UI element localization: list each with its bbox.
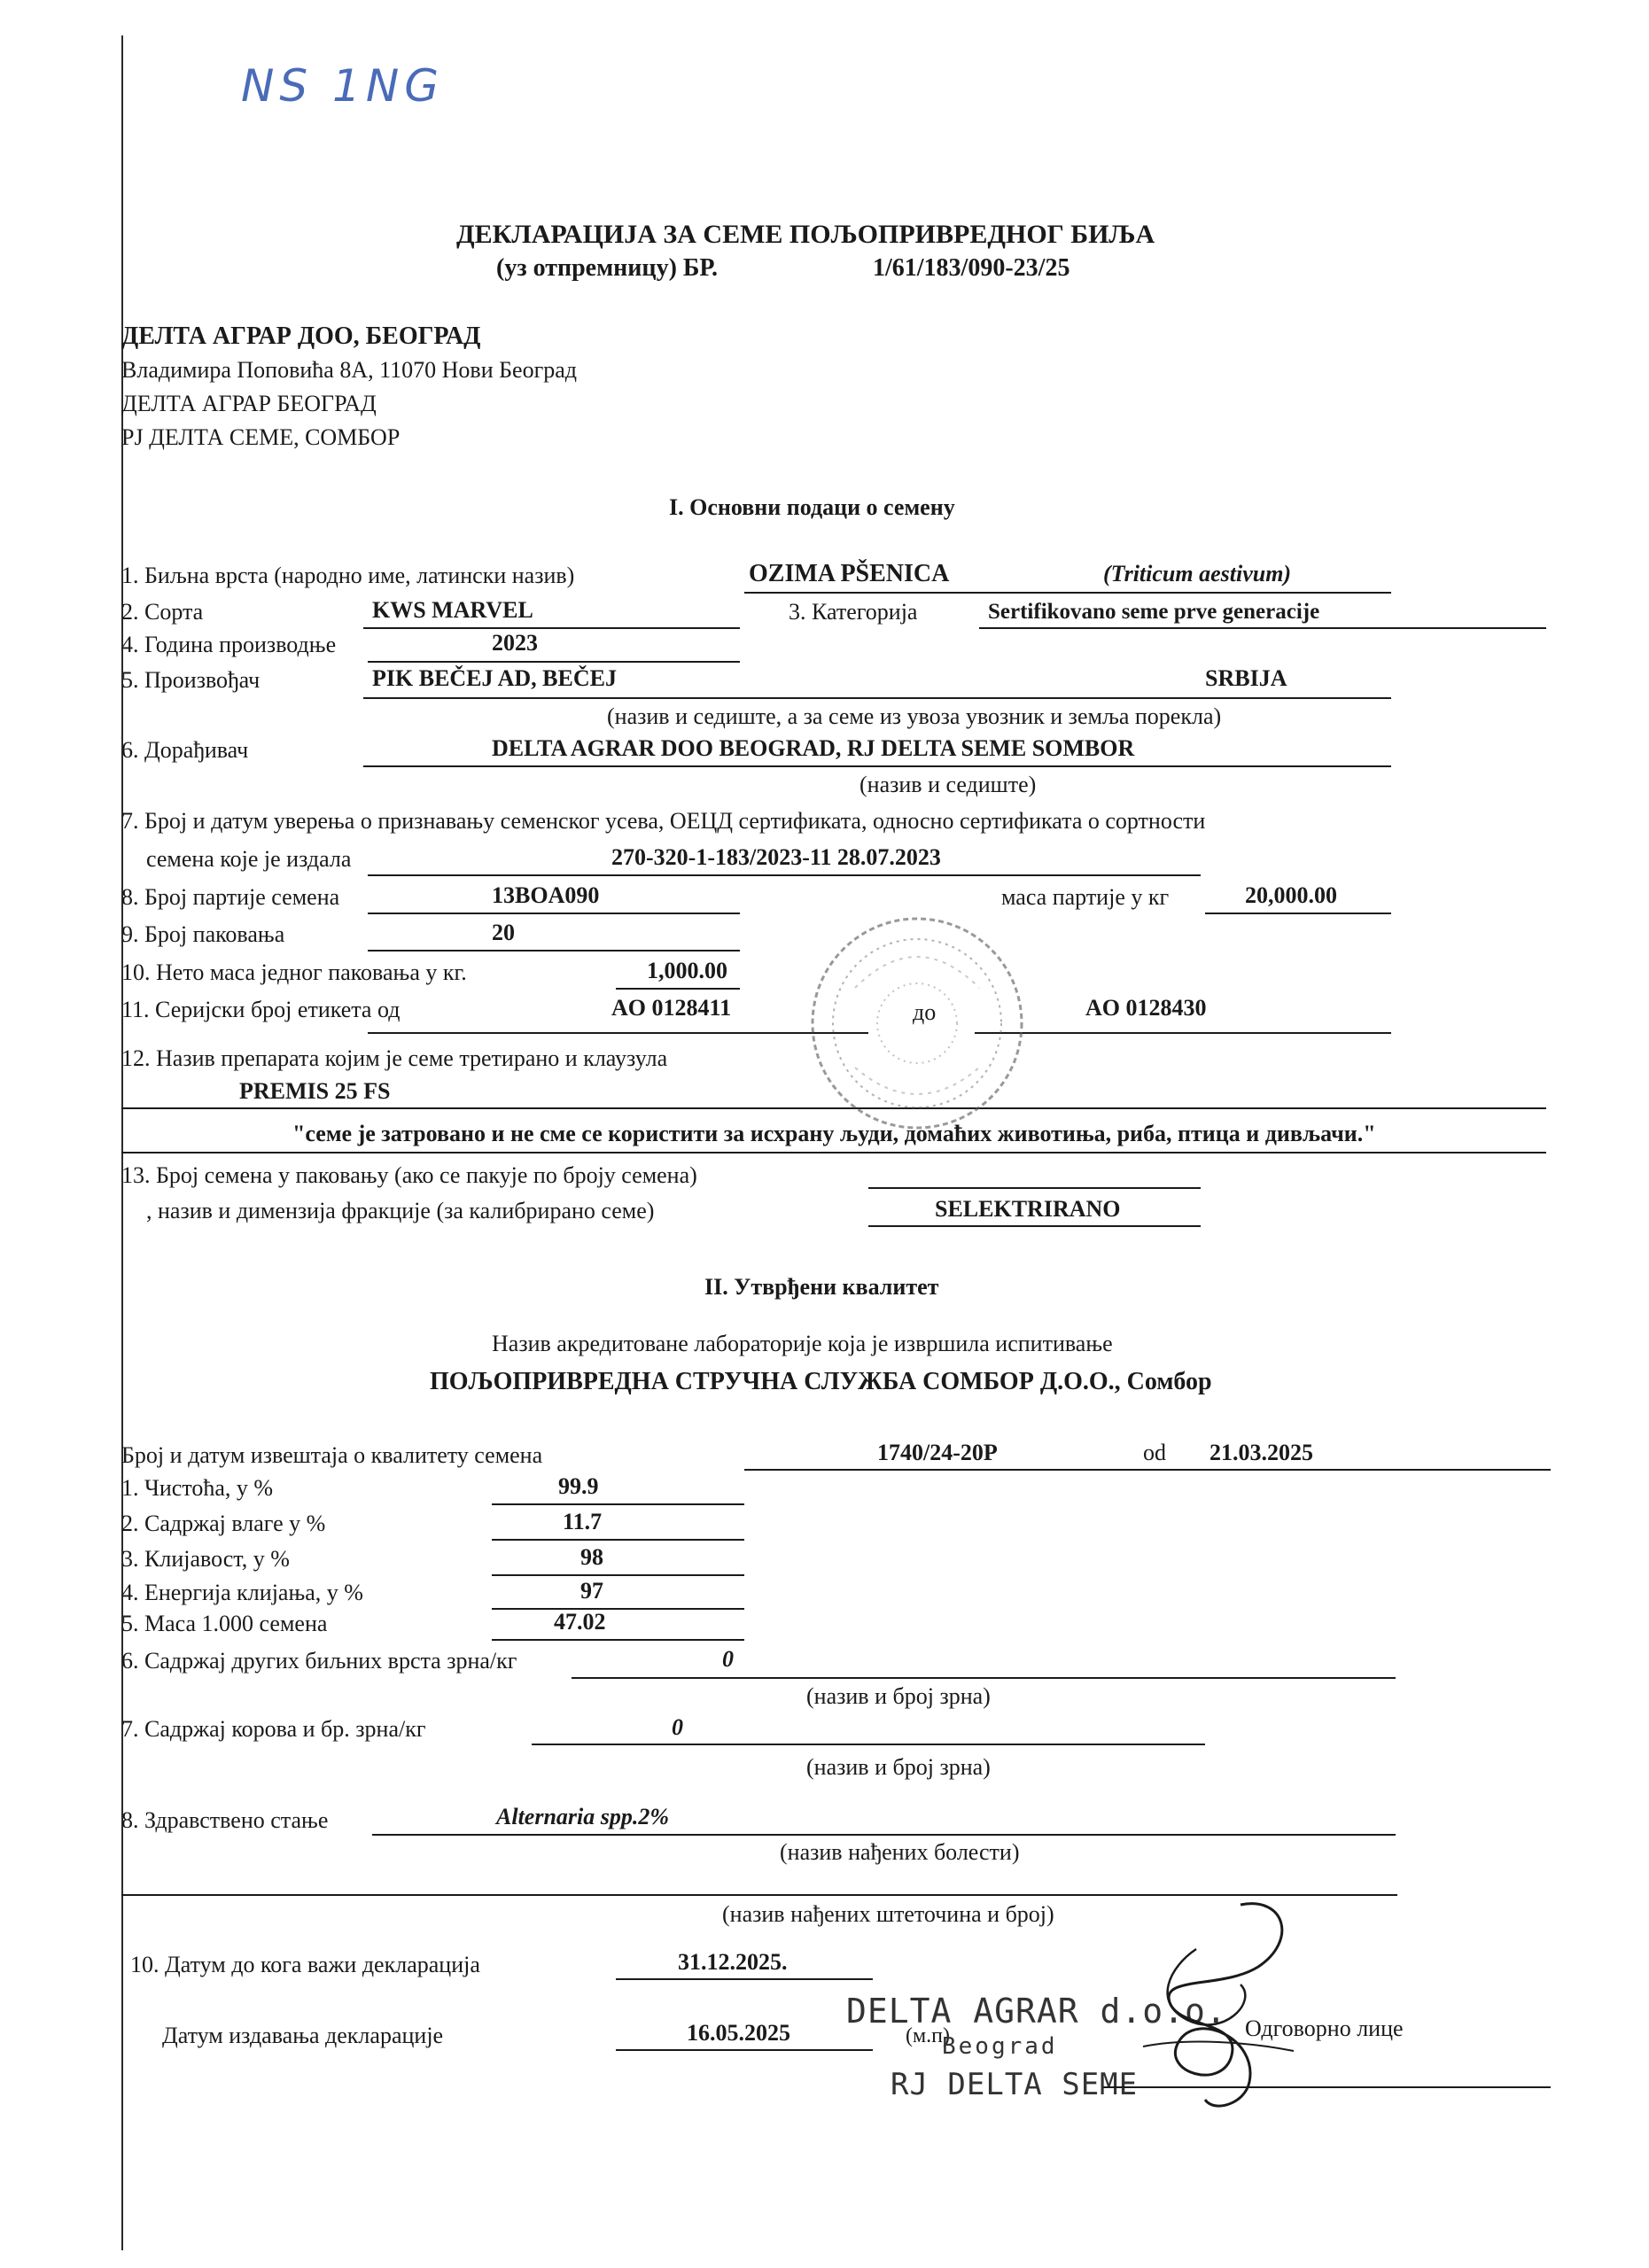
company-line3: ДЕЛТА АГРАР БЕОГРАД [121,391,377,416]
field12-clause: "семе је затровано и не сме се користити за исхрану људи, домаћих животиња, риба, птица и дивљачи." [292,1121,1376,1146]
q3-label: 3. Клијавост, у % [121,1546,290,1572]
report-od: od [1143,1440,1166,1465]
lab-label: Назив акредитоване лабораторије која је извршила испитивање [492,1331,1113,1356]
q2-label: 2. Садржај влаге у % [121,1511,326,1536]
q4-label: 4. Енергија клијања, у % [121,1580,363,1605]
q7-label: 7. Садржај корова и бр. зрна/кг [121,1716,426,1742]
report-label: Број и датум извештаја о квалитету семена [121,1442,543,1468]
mp-label: (м.п) [906,2024,951,2047]
section1-title: I. Основни подаци о семену [669,494,955,520]
section2-title: II. Утврђени квалитет [704,1274,939,1300]
field12-value: PREMIS 25 FS [239,1078,391,1104]
q6-note: (назив и број зрна) [806,1683,991,1709]
signature [1108,1887,1303,2117]
field10-label: 10. Нето маса једног паковања у кг. [121,959,467,985]
field11-to: AO 0128430 [1085,995,1207,1021]
q2-value: 11.7 [563,1509,603,1534]
field13-value: SELEKTRIRANO [935,1196,1121,1222]
field5-value: PIK BEČEJ AD, BEČEJ [372,665,617,691]
company-stamp-line1: DELTA AGRAR d.o.o. [846,1992,1227,2031]
q10-value: 31.12.2025. [678,1949,788,1975]
document-subtitle: (уз отпремницу) БР. [496,254,719,282]
field6-value: DELTA AGRAR DOO BEOGRAD, RJ DELTA SEME SOMBOR [492,735,1135,761]
q3-value: 98 [580,1544,603,1570]
field13-label2: , назив и димензија фракције (за калибрирано семе) [146,1198,655,1223]
round-seal-stamp [802,908,1032,1138]
field5-note: (назив и седиште, а за семе из увоза увозник и земља порекла) [607,703,1222,729]
q5-value: 47.02 [554,1609,606,1635]
field7-label2: семена које је издала [146,846,352,872]
report-date: 21.03.2025 [1210,1440,1313,1465]
field8-value: 13BOA090 [492,882,600,908]
company-stamp-line2: Beograd [942,2033,1058,2060]
field12-label: 12. Назив препарата којим је семе третирано и клаузула [121,1045,668,1071]
field7-label: 7. Број и датум уверења о признавању семенског усева, ОЕЦД сертификата, односно сертификата о сортности [121,808,1206,834]
company-name: ДЕЛТА АГРАР ДОО, БЕОГРАД [121,322,481,350]
q7-note: (назив и број зрна) [806,1754,991,1780]
field2-value: KWS MARVEL [372,597,533,623]
field8-mass-value: 20,000.00 [1245,882,1337,908]
issue-date-label: Датум издавања декларације [162,2023,444,2048]
q8-note: (назив нађених болести) [780,1839,1020,1865]
q8-value: Alternaria spp.2% [496,1804,670,1829]
q5-label: 5. Маса 1.000 семена [121,1611,328,1636]
document-title: ДЕКЛАРАЦИЈА ЗА СЕМЕ ПОЉОПРИВРЕДНОГ БИЉА [456,220,1155,249]
lab-name: ПОЉОПРИВРЕДНА СТРУЧНА СЛУЖБА СОМБОР Д.О.О., Сомбор [430,1368,1212,1395]
field10-value: 1,000.00 [647,958,727,983]
q1-value: 99.9 [558,1473,599,1499]
field9-value: 20 [492,920,515,945]
field8-mass-label: маса партије у кг [1001,884,1170,910]
q6-label: 6. Садржај других биљних врста зрна/кг [121,1648,517,1674]
q6-value: 0 [722,1646,734,1672]
field5-country: SRBIJA [1205,665,1287,691]
field3-label: 3. Категорија [789,599,918,625]
field3-value: Sertifikovano seme prve generacije [988,600,1320,624]
field1-latin: (Triticum aestivum) [1103,561,1292,586]
q10-label: 10. Датум до кога важи декларација [130,1952,480,1977]
field4-label: 4. Година производње [121,632,337,657]
q1-label: 1. Чистоћа, у % [121,1475,274,1501]
q9-note: (назив нађених штеточина и број) [722,1901,1054,1927]
field1-label: 1. Биљна врста (народно име, латински назив) [121,563,575,588]
field8-label: 8. Број партије семена [121,884,340,910]
report-number: 1740/24-20P [877,1440,998,1465]
field11-to-label: до [913,999,937,1025]
company-line4: РЈ ДЕЛТА СЕМЕ, СОМБОР [121,424,401,450]
field5-label: 5. Произвођач [121,667,261,693]
field1-value: OZIMA PŠENICA [749,560,950,587]
issue-date-value: 16.05.2025 [687,2020,790,2046]
field7-value: 270-320-1-183/2023-11 28.07.2023 [611,844,941,870]
handwritten-note: NS 1NG [241,60,444,112]
field2-label: 2. Сорта [121,599,204,625]
company-address: Владимира Поповића 8А, 11070 Нови Београд [121,357,578,383]
field4-value: 2023 [492,630,538,656]
q7-value: 0 [672,1714,683,1740]
field6-label: 6. Дорађивач [121,737,249,763]
document-number: 1/61/183/090-23/25 [873,254,1070,282]
q8-label: 8. Здравствено стање [121,1807,329,1833]
field11-from: AO 0128411 [611,995,732,1021]
company-stamp-line3: RJ DELTA SEME [891,2067,1139,2102]
field11-label: 11. Серијски број етикета од [121,997,401,1022]
responsible-person-label: Одговорно лице [1245,2016,1404,2041]
field6-note: (назив и седиште) [860,772,1037,797]
q4-value: 97 [580,1578,603,1604]
field13-label: 13. Број семена у паковању (ако се пакује по броју семена) [121,1162,697,1188]
field9-label: 9. Број паковања [121,921,285,947]
